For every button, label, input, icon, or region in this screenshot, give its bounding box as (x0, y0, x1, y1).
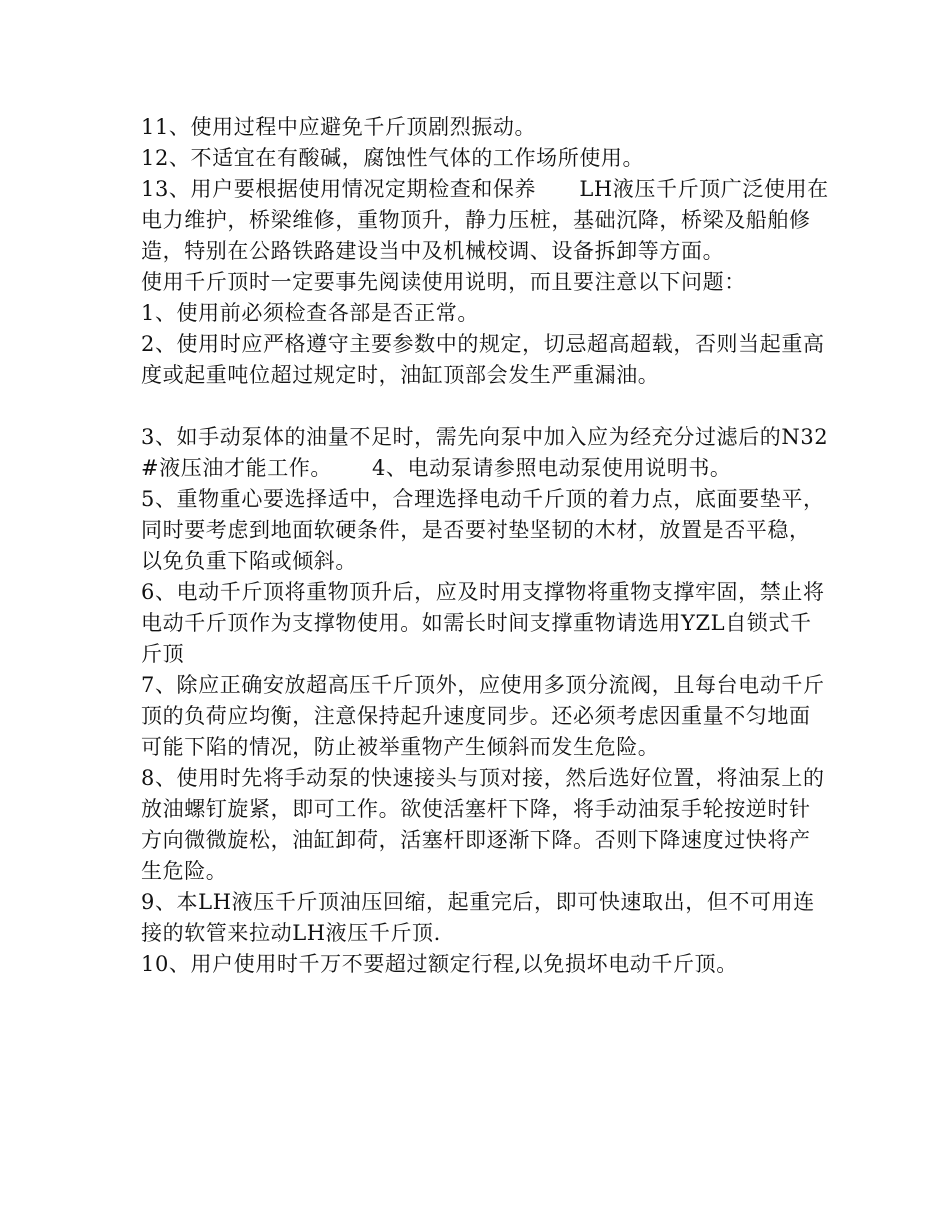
paragraph-item-3-4: 3、如手动泵体的油量不足时，需先向泵中加入应为经充分过滤后的N32#液压油才能工作。 4、电动泵请参照电动泵使用说明书。 (141, 425, 829, 480)
paragraph-item-8: 8、使用时先将手动泵的快速接头与顶对接，然后选好位置，将油泵上的放油螺钉旋紧，即可工作。欲使活塞杆下降，将手动油泵手轮按逆时针方向微微旋松，油缸卸荷，活塞杆即逐渐下降。否则下降速度过快将产生危险。 (141, 766, 825, 883)
document-body (141, 112, 831, 980)
paragraph-item-5: 5、重物重心要选择适中，合理选择电动千斤顶的着力点，底面要垫平，同时要考虑到地面软硬条件，是否要衬垫坚韧的木材，放置是否平稳，以免负重下陷或倾斜。 (141, 487, 825, 573)
paragraph-item-13: 13、用户要根据使用情况定期检查和保养 LH液压千斤顶广泛使用在电力维护，桥梁维修，重物顶升，静力压桩，基础沉降，桥梁及船舶修造，特别在公路铁路建设当中及机械校调、设备拆卸等方面。 (141, 177, 829, 263)
paragraph-item-12: 12、不适宜在有酸碱，腐蚀性气体的工作场所使用。 (141, 146, 645, 170)
paragraph-item-10: 10、用户使用时千万不要超过额定行程,以免损坏电动千斤顶。 (141, 952, 738, 976)
paragraph-item-1: 1、使用前必须检查各部是否正常。 (141, 301, 479, 325)
paragraph-item-7: 7、除应正确安放超高压千斤顶外，应使用多顶分流阀，且每台电动千斤顶的负荷应均衡，注意保持起升速度同步。还必须考虑因重量不匀地面可能下陷的情况，防止被举重物产生倾斜而发生危险。 (141, 673, 825, 759)
paragraph-item-9: 9、本LH液压千斤顶油压回缩，起重完后，即可快速取出，但不可用连接的软管来拉动LH液压千斤顶. (141, 890, 815, 945)
paragraph-item-2: 2、使用时应严格遵守主要参数中的规定，切忌超高超载，否则当起重高度或起重吨位超过规定时，油缸顶部会发生严重漏油。 (141, 332, 825, 387)
paragraph-usage-intro: 使用千斤顶时一定要事先阅读使用说明，而且要注意以下问题： (141, 270, 746, 294)
paragraph-item-6: 6、电动千斤顶将重物顶升后，应及时用支撑物将重物支撑牢固，禁止将电动千斤顶作为支撑物使用。如需长时间支撑重物请选用YZL自锁式千斤顶 (141, 580, 825, 666)
paragraph-spacer (141, 391, 831, 422)
paragraph-item-11: 11、使用过程中应避免千斤顶剧烈振动。 (141, 115, 537, 139)
